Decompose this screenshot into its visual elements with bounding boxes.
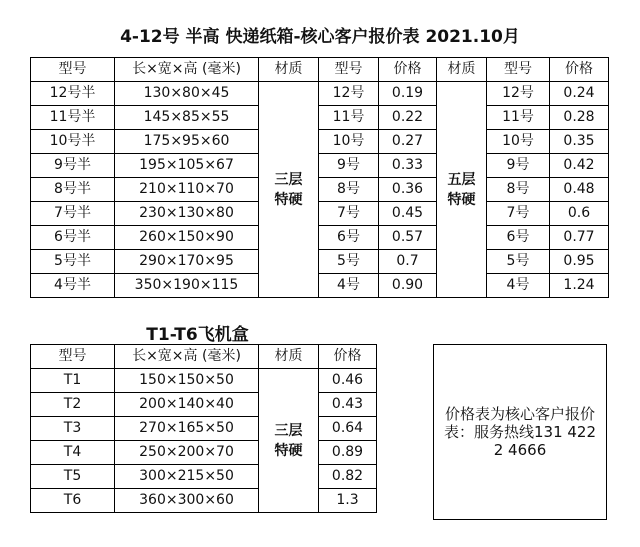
material-label-line: 三层: [274, 422, 303, 439]
size-cell: 290×170×95: [115, 250, 259, 274]
column-header: 型号: [487, 58, 550, 82]
size-cell: 300×215×50: [115, 465, 259, 489]
column-header: 价格: [550, 58, 609, 82]
model-cell: 10号: [487, 130, 550, 154]
model-cell: T2: [31, 393, 115, 417]
column-header: 材质: [259, 58, 319, 82]
airplane-box-price-table: [30, 344, 377, 513]
table-row: [31, 82, 609, 106]
model-cell: 11号: [487, 106, 550, 130]
price-five-layer-cell: 0.95: [550, 250, 609, 274]
price-cell: 0.64: [319, 417, 377, 441]
material-label-line: 特硬: [274, 191, 303, 208]
half-box-model-cell: 4号半: [31, 274, 115, 298]
half-box-model-cell: 8号半: [31, 178, 115, 202]
price-cell: 0.46: [319, 369, 377, 393]
model-cell: T3: [31, 417, 115, 441]
model-cell: 12号: [319, 82, 379, 106]
size-cell: 250×200×70: [115, 441, 259, 465]
material-five-layer-cell: [437, 82, 487, 298]
model-cell: 10号: [319, 130, 379, 154]
column-header: 价格: [379, 58, 437, 82]
size-cell: 130×80×45: [115, 82, 259, 106]
table-row: [31, 202, 609, 226]
size-cell: 360×300×60: [115, 489, 259, 513]
model-cell: 4号: [319, 274, 379, 298]
box-price-table-title: 4-12号 半高 快递纸箱-核心客户报价表 2021.10月: [120, 27, 520, 47]
half-box-model-cell: 12号半: [31, 82, 115, 106]
table-row: [31, 489, 377, 513]
price-five-layer-cell: 0.6: [550, 202, 609, 226]
table-row: [31, 465, 377, 489]
price-five-layer-cell: 0.24: [550, 82, 609, 106]
column-header: 价格: [319, 345, 377, 369]
model-cell: 7号: [487, 202, 550, 226]
half-box-model-cell: 7号半: [31, 202, 115, 226]
size-cell: 210×110×70: [115, 178, 259, 202]
half-box-model-cell: 10号半: [31, 130, 115, 154]
column-header: 型号: [319, 58, 379, 82]
model-cell: 4号: [487, 274, 550, 298]
price-five-layer-cell: 0.35: [550, 130, 609, 154]
price-three-layer-cell: 0.27: [379, 130, 437, 154]
column-header: 长×宽×高 (毫米): [115, 345, 259, 369]
half-box-model-cell: 11号半: [31, 106, 115, 130]
half-box-model-cell: 6号半: [31, 226, 115, 250]
price-five-layer-cell: 0.28: [550, 106, 609, 130]
table-row: [31, 130, 609, 154]
material-label-line: 五层: [447, 171, 476, 188]
table-row: [31, 369, 377, 393]
model-cell: 8号: [319, 178, 379, 202]
table-row: [31, 154, 609, 178]
price-three-layer-cell: 0.36: [379, 178, 437, 202]
column-header: 长×宽×高 (毫米): [115, 58, 259, 82]
price-cell: 0.89: [319, 441, 377, 465]
model-cell: T4: [31, 441, 115, 465]
price-five-layer-cell: 0.48: [550, 178, 609, 202]
column-header: 型号: [31, 58, 115, 82]
table-row: [31, 106, 609, 130]
price-three-layer-cell: 0.22: [379, 106, 437, 130]
model-cell: 12号: [487, 82, 550, 106]
service-hotline-note: 价格表为核心客户报价表：服务热线131 4222 4666: [443, 405, 597, 459]
size-cell: 260×150×90: [115, 226, 259, 250]
price-cell: 0.82: [319, 465, 377, 489]
price-five-layer-cell: 1.24: [550, 274, 609, 298]
half-box-model-cell: 5号半: [31, 250, 115, 274]
table-row: [31, 274, 609, 298]
price-cell: 0.43: [319, 393, 377, 417]
size-cell: 200×140×40: [115, 393, 259, 417]
table-row: [31, 417, 377, 441]
model-cell: 9号: [319, 154, 379, 178]
model-cell: 11号: [319, 106, 379, 130]
model-cell: 8号: [487, 178, 550, 202]
model-cell: 5号: [319, 250, 379, 274]
table-row: [31, 178, 609, 202]
model-cell: T6: [31, 489, 115, 513]
airplane-box-table-title: T1-T6飞机盒: [146, 325, 249, 345]
price-three-layer-cell: 0.90: [379, 274, 437, 298]
price-three-layer-cell: 0.45: [379, 202, 437, 226]
size-cell: 270×165×50: [115, 417, 259, 441]
column-header: 材质: [259, 345, 319, 369]
model-cell: 9号: [487, 154, 550, 178]
price-three-layer-cell: 0.19: [379, 82, 437, 106]
model-cell: T5: [31, 465, 115, 489]
half-box-model-cell: 9号半: [31, 154, 115, 178]
model-cell: 6号: [319, 226, 379, 250]
material-label-line: 特硬: [447, 191, 476, 208]
table-row: [31, 250, 609, 274]
half-height-box-price-table: [30, 57, 609, 298]
size-cell: 230×130×80: [115, 202, 259, 226]
column-header: 材质: [437, 58, 487, 82]
table-row: [31, 393, 377, 417]
material-three-layer-cell: [259, 82, 319, 298]
material-label-line: 特硬: [274, 442, 303, 459]
header-row: [31, 345, 377, 369]
price-three-layer-cell: 0.7: [379, 250, 437, 274]
price-three-layer-cell: 0.33: [379, 154, 437, 178]
model-cell: 7号: [319, 202, 379, 226]
price-five-layer-cell: 0.42: [550, 154, 609, 178]
size-cell: 195×105×67: [115, 154, 259, 178]
size-cell: 175×95×60: [115, 130, 259, 154]
table-row: [31, 441, 377, 465]
size-cell: 350×190×115: [115, 274, 259, 298]
price-five-layer-cell: 0.77: [550, 226, 609, 250]
model-cell: 5号: [487, 250, 550, 274]
material-three-layer-cell: [259, 369, 319, 513]
size-cell: 150×150×50: [115, 369, 259, 393]
size-cell: 145×85×55: [115, 106, 259, 130]
model-cell: 6号: [487, 226, 550, 250]
column-header: 型号: [31, 345, 115, 369]
price-cell: 1.3: [319, 489, 377, 513]
price-three-layer-cell: 0.57: [379, 226, 437, 250]
table-row: [31, 226, 609, 250]
model-cell: T1: [31, 369, 115, 393]
note-box: [433, 344, 607, 520]
header-row: [31, 58, 609, 82]
material-label-line: 三层: [274, 171, 303, 188]
